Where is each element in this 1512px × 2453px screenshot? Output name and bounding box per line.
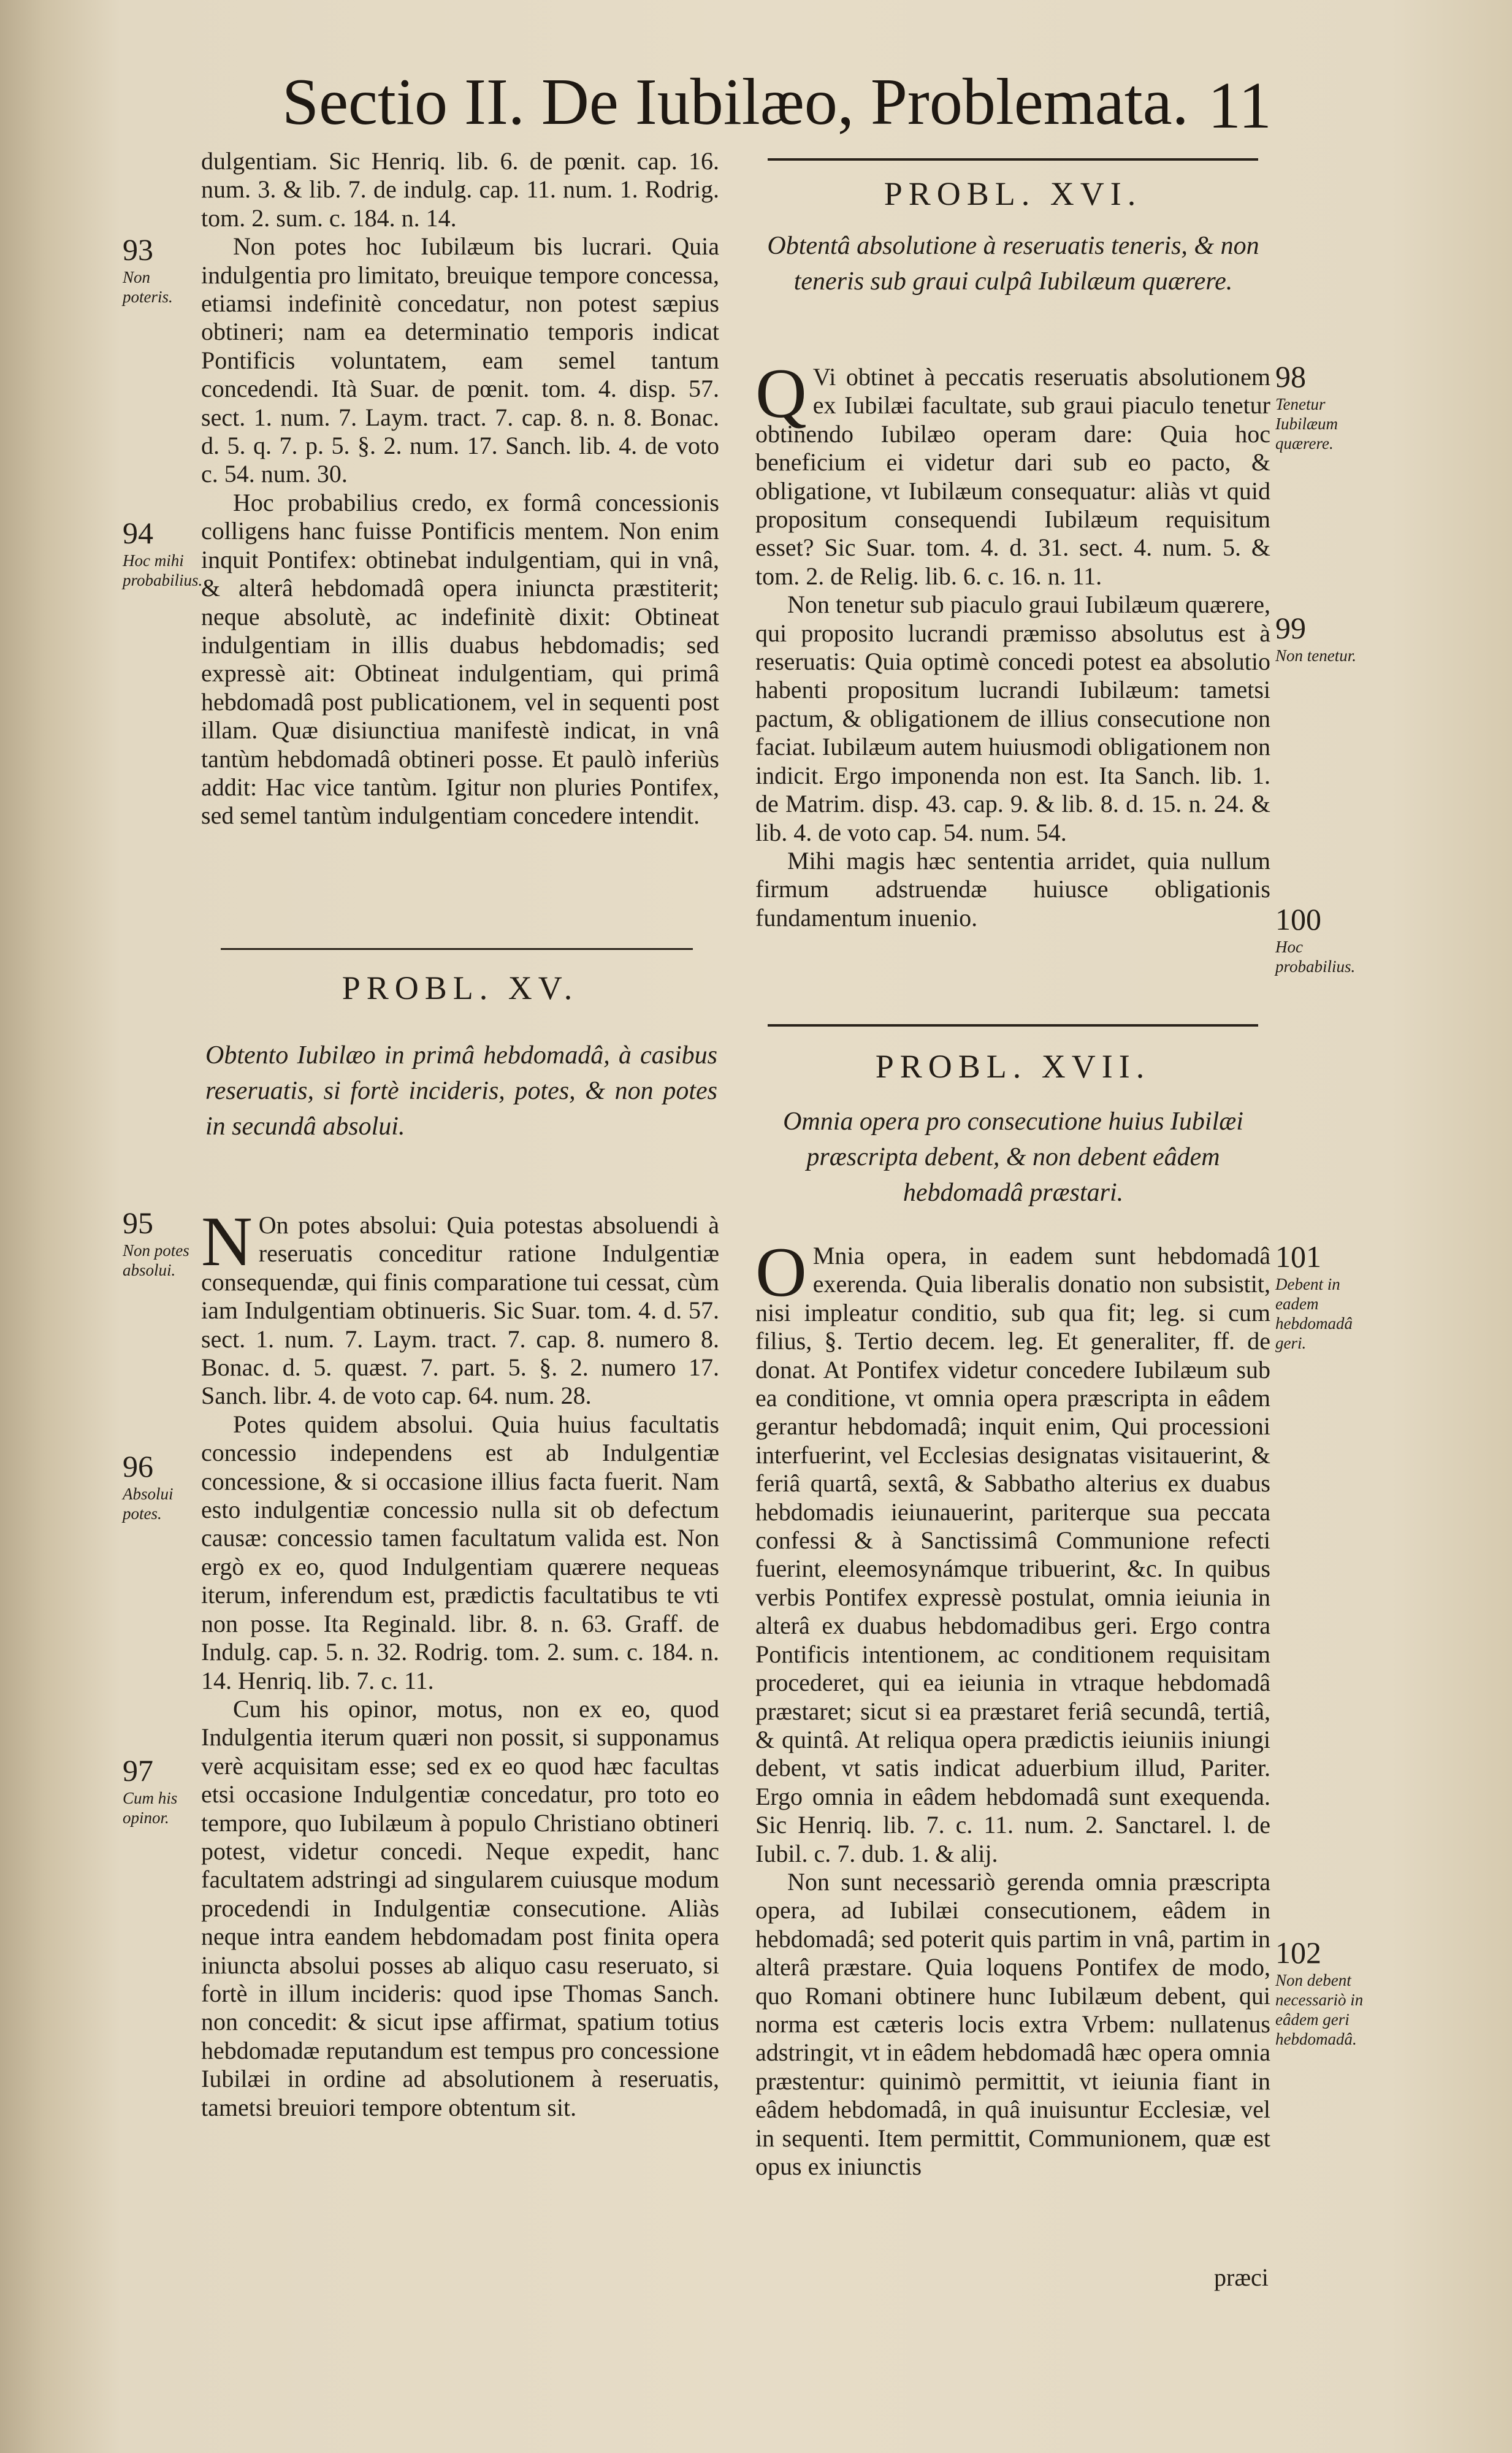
margin-number-97: 97 <box>123 1753 153 1788</box>
margin-number-95: 95 <box>123 1206 153 1240</box>
margin-97 <box>123 1753 199 1827</box>
separator-probl15 <box>221 948 693 950</box>
top-rule <box>768 158 1258 161</box>
right-column <box>755 354 1270 932</box>
separator-probl17 <box>768 1024 1258 1027</box>
paragraph-99: Non tenetur sub piaculo graui Iubilæum quærere, qui proposito lucrandi præmisso absolutus est à reseruatis: Quia optimè concedi potest ea absolutio habenti propositum lucrandi Iubilæum: tametsi pactum, & obligationem de illius consecutione non faciat. Iubilæum autem huiusmodi obligationem non indicit. Ergo imponenda non est. Ita Sanch. lib. 1. de Matrim. disp. 43. cap. 9. & lib. 8. d. 15. n. 24. & lib. 4. de voto cap. 54. num. 54. <box>755 591 1270 846</box>
left-column <box>201 147 719 830</box>
paragraph-100: Mihi magis hæc sententia arridet, quia nullum firmum adstruendæ huiusce obligationis fundamentum inuenio. <box>755 846 1270 932</box>
paragraph-94: Hoc probabilius credo, ex formâ concessionis colligens hanc fuisse Pontificis mentem. Non enim inquit Pontifex: obtinebat indulgentiam, qui in vnâ, & alterâ hebdomadâ opera iniuncta præstiterit; neque absolutè, ac indefinitè dixit: Obtineat indulgentiam in illis duabus hebdomadis; sed expressè ait: Obtineat indulgentiam, qui primâ hebdomadâ post publicationem, vel in sequenti post illam. Quæ disiunctiua manifestè indicat, in vnâ tantùm hebdomadâ obtineri posse. Et paulò inferiùs addit: Hac vice tantùm. Igitur non pluries Pontifex, sed semel tantùm indulgentiam concedere intendit. <box>201 488 719 830</box>
margin-96 <box>123 1448 199 1523</box>
margin-number-100: 100 <box>1275 902 1321 936</box>
margin-98 <box>1275 359 1386 453</box>
paragraph-93: Non potes hoc Iubilæum bis lucrari. Quia indulgentia pro limitato, breuique tempore concessa, etiamsi indefinitè concedatur, non potest sæpius obtineri; nam ea determinatio temporis indicat Pontificis voluntatem, eam semel tantum concedendi. Ità Suar. de pœnit. tom. 4. disp. 57. sect. 1. num. 7. Laym. tract. 7. cap. 8. n. 8. Bonac. d. 5. q. 7. p. 5. §. 2. num. 17. Sanch. lib. 4. de voto c. 54. num. 30. <box>201 232 719 488</box>
header-title: Sectio II. De Iubilæo, Problemata. <box>282 66 1189 139</box>
margin-102 <box>1275 1935 1386 2049</box>
margin-94 <box>123 515 203 590</box>
margin-number-101: 101 <box>1275 1239 1321 1274</box>
margin-number-99: 99 <box>1275 611 1306 645</box>
paragraph-97: Cum his opinor, motus, non ex eo, quod Indulgentia iterum quæri non possit, si supponamus verè acquisitam esse; sed ex eo quod hæc facultas etsi occasione Indulgentiæ concedatur, pro toto eo tempore, quo Iubilæum à populo Christiano obtineri potest, videtur concedi. Neque expedit, hanc facultatem adstringi ad singularem cuiusque modum procedendi in Indulgentiæ consecutione. Aliàs neque intra eandem hebdomadam post finita opera iniuncta absolui posses ab aliquo casu reseruato, si fortè in illum incideris: quod ipse Thomas Sanch. non concedit: & sicut ipse affirmat, spatium totius hebdomadæ reputandum est tempus pro concessione Iubilæi in ordine ad absolutionem à reseruatis, tametsi breuiori tempore obtentum sit. <box>201 1694 719 2121</box>
paragraph-96: Potes quidem absolui. Quia huius facultatis concessio independens est ab Indulgentiæ concessione, & si occasione illius facta fuerit. Nam esto indulgentiæ concessio nulla sit ob defectum causæ: concessio tamen facultatum valida est. Non ergò ex eo, quod Indulgentiam quærere nequeas iterum, inferendum est, prædictis facultatibus te vti non posse. Ita Reginald. libr. 8. n. 63. Graff. de Indulg. cap. 5. n. 32. Rodrig. tom. 2. sum. c. 184. n. 14. Henriq. lib. 7. c. 11. <box>201 1410 719 1694</box>
probl17-heading: PROBL. XVII. <box>875 1048 1151 1085</box>
probl16-heading: PROBL. XVI. <box>884 175 1142 212</box>
margin-93 <box>123 232 199 307</box>
catchword: præci <box>1214 2264 1269 2291</box>
paragraph-102: Non sunt necessariò gerenda omnia præscripta opera, ad Iubilæi consecutionem, eâdem in hebdomadâ; sed poterit quis partim in vnâ, partim in alterâ præstare. Quia loquens Pontifex de modo, quo Romani obtinere hunc Iubilæum debent, qui norma est cæteris locis extra Vrbem: nullatenus adstringit, vt in eâdem hebdomadâ hæc opera omnia præstentur: quinimò permittit, vt ieiunia fiant in eâdem hebdomadâ, in quâ inuisuntur Ecclesiæ, vel in sequenti. Item permittit, Communionem, quæ est opus ex iniunctis <box>755 1867 1270 2180</box>
probl17-subtitle: Omnia opera pro consecutione huius Iubilæi præscripta debent, & non debent eâdem hebdomadâ præstari. <box>783 1108 1243 1207</box>
margin-note-96: Absolui potes. <box>123 1485 174 1523</box>
drop-cap-n: N <box>201 1203 253 1281</box>
margin-number-93: 93 <box>123 232 153 267</box>
probl15-heading: PROBL. XV. <box>342 970 579 1006</box>
margin-number-102: 102 <box>1275 1935 1321 1970</box>
margin-note-98: Tenetur Iubilæum quærere. <box>1275 395 1338 453</box>
probl16-subtitle: Obtentâ absolutione à reseruatis teneris, & non teneris sub graui culpâ Iubilæum quærere. <box>767 232 1259 296</box>
margin-number-96: 96 <box>123 1449 153 1483</box>
drop-cap-o: O <box>755 1233 807 1312</box>
drop-cap-q: Q <box>755 354 807 433</box>
margin-note-99: Non tenetur. <box>1275 646 1356 665</box>
margin-note-95: Non potes absolui. <box>123 1241 189 1279</box>
margin-101 <box>1275 1239 1386 1353</box>
margin-note-93: Non poteris. <box>123 268 173 306</box>
paragraph-101: O Mnia opera, in eadem sunt hebdomadâ exerenda. Quia liberalis donatio non subsistit, nisi impleatur conditio, sub qua fit; leg. si cum filius, §. Tertio decem. leg. Et generaliter, ff. de donat. At Pontifex videtur concedere Iubilæum sub ea conditione, vt omnia opera præscripta in eâdem gerantur hebdomadâ; inquit enim, Qui processioni interfuerint, vel Ecclesias designatas visitauerint, & feriâ quartâ, sextâ, & Sabbatho alterius ex duabus hebdomadis ieiunauerint, pariterque sua peccata confessi & à Sanctissimâ Communione refecti fuerint, eleemosynámque tribuerint, &c. In quibus verbis Pontifex expressè postulat, omnia ieiunia in alterâ ex duabus hebdomadibus geri. Ergo contra Pontificis intentionem, ac conditionem requisitam procederet, qui ea ieiunia in vtraque hebdomadâ præstaret; sicut si ea præstaret feriâ secundâ, tertiâ, & quintâ. At reliqua opera prædictis ieiuniis iniungi debent, vt satis indicat aduerbium illud, Pariter. Ergo omnia in eâdem hebdomadâ sunt exequenda. Sic Henriq. lib. 7. c. 11. num. 2. Sanctarel. l. de Iubil. c. 7. dub. 1. & alij. <box>755 1233 1270 1867</box>
margin-100 <box>1275 901 1386 976</box>
margin-note-97: Cum his opinor. <box>123 1789 178 1827</box>
margin-note-94: Hoc mihi probabilius. <box>123 551 203 589</box>
paragraph-98: Q Vi obtinet à peccatis reseruatis absolutionem ex Iubilæi facultate, sub graui piaculo tenetur obtinendo Iubilæo operam dare: Quia hoc beneficium ei videtur dari sub eo pacto, & obligatione, vt Iubilæum consequatur: aliàs vt quid propositum consequendi Iubilæum requisitum esset? Sic Suar. tom. 4. d. 31. sect. 4. num. 5. & tom. 2. de Relig. lib. 6. c. 16. n. 11. <box>755 354 1270 590</box>
margin-note-101: Debent in eadem hebdomadâ geri. <box>1275 1275 1353 1352</box>
probl15-subtitle: Obtento Iubilæo in primâ hebdomadâ, à casibus reseruatis, si fortè incideris, potes, & non potes in secundâ absolui. <box>205 1041 717 1141</box>
running-header <box>264 64 1294 144</box>
continuation-text: dulgentiam. Sic Henriq. lib. 6. de pœnit. cap. 16. num. 3. & lib. 7. de indulg. cap. 11. num. 1. Rodrig. tom. 2. sum. c. 184. n. 14. <box>201 147 719 232</box>
left-column-lower <box>201 1203 719 2122</box>
margin-note-102: Non debent necessariò in eâdem geri hebdomadâ. <box>1275 1971 1364 2048</box>
right-column-lower <box>755 1233 1270 2181</box>
paragraph-95: N On potes absolui: Quia potestas absoluendi à reseruatis conceditur ratione Indulgentiæ consequendæ, qui finis comparatione tui cessat, cùm iam Indulgentiam obtinueris. Sic Suar. tom. 4. d. 57. sect. 1. num. 7. Laym. tract. 7. cap. 8. numero 8. Bonac. d. 5. quæst. 7. part. 5. §. 2. numero 17. Sanch. libr. 4. de voto cap. 64. num. 28. <box>201 1203 719 1410</box>
margin-number-94: 94 <box>123 516 153 550</box>
margin-note-100: Hoc probabilius. <box>1275 938 1356 976</box>
page-number: 11 <box>1208 69 1272 142</box>
margin-95 <box>123 1205 199 1280</box>
margin-99 <box>1275 610 1386 665</box>
margin-number-98: 98 <box>1275 359 1306 394</box>
